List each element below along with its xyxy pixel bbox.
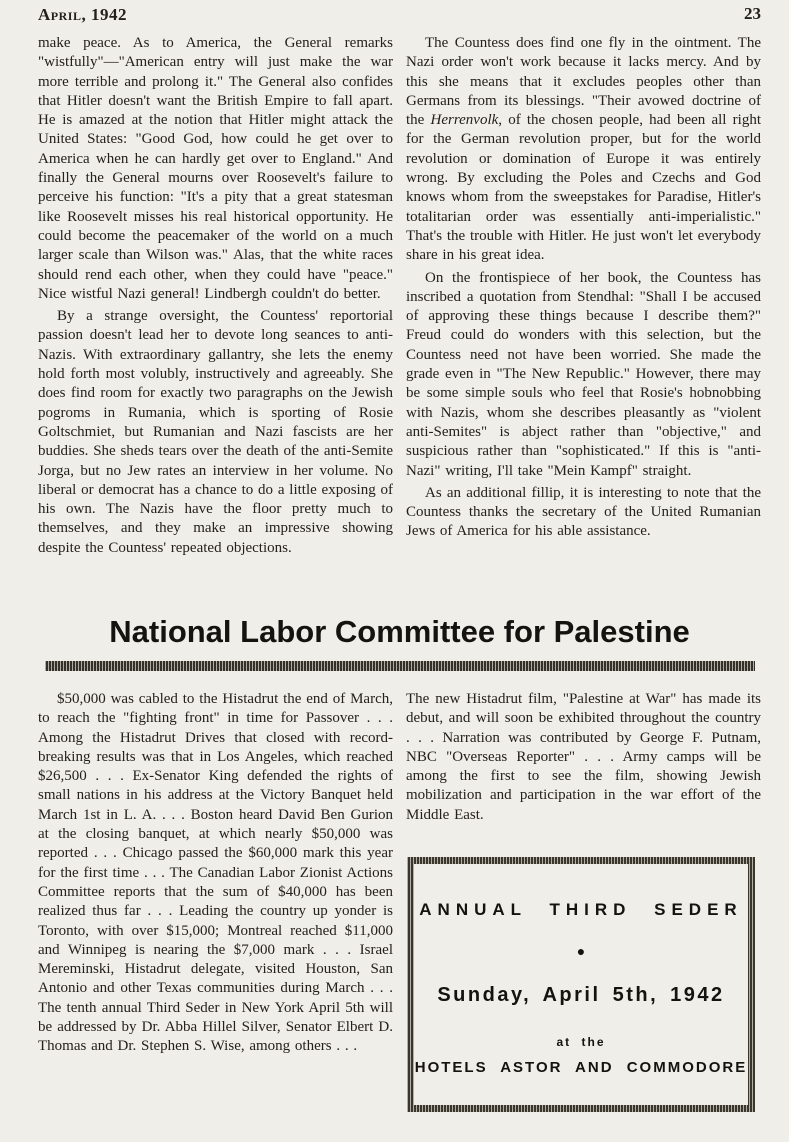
- article-paragraph: $50,000 was cabled to the Histadrut the end of March, to reach the "fighting front" in time for Passover . . . Among the Histadrut Drives that closed with record-breaking results was that in Los Angeles, which reached $26,500 . . . Ex-Senator King defended the rights of small nations in his address at the Victory Banquet held March 1st in L. A. . . . Boston heard David Ben Gurion at the closing banquet, at which nearly $50,000 was reported . . . Chicago passed the $60,000 mark this year for the first time . . . The Canadian Labor Zionist Actions Committee reports that the sum of $40,000 has been realized thus far . . . Leading the country up yonder is Toronto, with over $15,000; Montreal reached $11,000 and Winnipeg is nearing the $7,000 mark . . . Israel Mereminski, Histadrut delegate, visited Houston, San Antonio and other Texas communities during March . . . The tenth annual Third Seder in New York April 5th will be addressed by Dr. Abba Hillel Silver, Senator Elbert D. Thomas and Dr. Stephen S. Wise, among others . . .: [38, 691, 393, 1055]
- section-headline: National Labor Committee for Palestine: [109, 614, 690, 649]
- italic-term: Herrenvolk: [430, 112, 499, 129]
- article-paragraph: The new Histadrut film, "Palestine at War" has made its debut, and will soon be exhibited throughout the country . . . Narration was contributed by George F. Putnam, NBC "Overseas Reporter" . . . Army camps will be among the first to see the film, showing Jewish mobilization and participation in the war effort of the Middle East.: [406, 691, 761, 823]
- seder-ad-content: [414, 864, 748, 1105]
- article-paragraph: As an additional fillip, it is interesting to note that the Countess thanks the secretary of the United Rumanian Jews of America for his able assistance.: [406, 484, 761, 540]
- article-paragraph: [406, 34, 761, 266]
- seder-ad-box: [407, 857, 755, 1112]
- top-article: [38, 34, 761, 561]
- ad-venue: HOTELS ASTOR AND COMMODORE: [414, 1059, 748, 1076]
- article-paragraph: By a strange oversight, the Countess' reportorial passion doesn't lead her to devote long seances to anti-Nazis. With extraordinary gallantry, she lets the enemy hold forth most volubly, instructively and agreeably. She does find room for exactly two paragraphs on the Jewish pogroms in Rumania, which is sporting of Rosie Goltschmiet, but Rumanian and Nazi fascists are her buddies. She sheds tears over the death of the anti-Semite Jorga, but no Jew rates an interview in her volume. No liberal or democrat has a chance to do a little exposing of his own. The Nazis have the floor pretty much to themselves, and they make an impressive showing despite the Countess' repeated objections.: [38, 308, 393, 556]
- page-number: 23: [744, 4, 761, 23]
- article-paragraph: On the frontispiece of her book, the Countess has inscribed a quotation from Stendhal: "Shall I be accused of approving these things because I describe them?" Freud could do wonders with this selection, but the Countess need not have been worried. She made the grade even in "The New Republic." However, there may be some simple souls who feel that Rosie's hobnobbing with Nazis, whom she describes pleasantly as "violent anti-Semites" is abject rather than "objective," and suspicious rather than "sophisticated." If this is "anti-Nazi" writing, I'll take "Mein Kampf" straight.: [406, 269, 761, 479]
- paragraph-text: The Countess does find one fly in the ointment. The Nazi order won't work because it lacks mercy. And by this she means that it excludes peoples other than Germans from its blessings. "Their avowed doctrine of the: [406, 35, 761, 129]
- bottom-article-left-column: [38, 690, 393, 1060]
- ad-title: ANNUAL THIRD SEDER: [419, 900, 743, 919]
- top-article-right-column: [406, 34, 761, 561]
- bullet-icon: ●: [576, 943, 586, 959]
- headline-hatched-rule: [45, 661, 755, 671]
- paragraph-text: , of the chosen people, had been all right for the German revolution proper, but for the world revolution or domination of Europe it was entirely wrong. By excluding the Poles and Czechs and God knows whom from the sweepstakes for Paradise, Hitler's totalitarian order was essentially anti-imperialistic." That's the trouble with Hitler. He just won't let everybody share in his great idea.: [406, 112, 761, 264]
- ad-at-the: at the: [556, 1035, 606, 1049]
- issue-date: April, 1942: [38, 5, 127, 24]
- article-paragraph: make peace. As to America, the General remarks "wistfully"—"American entry will just make the war more terrible and prolong it." The General also confides that Hitler doesn't want the British Empire to fall apart. He is amazed at the notion that Hitler might attack the United States: "Good God, how could he get over to America when he can hardly get over to England." And finally the General mourns over Roosevelt's failure to perceive his function: "It's a pity that a great statesman like Roosevelt misses his real historical opportunity. He could become the peacemaker of the world on a much larger scale than Wilson was." Alas, that the white races should rend each other, when they could have "peace." Nice wistful Nazi general! Lindbergh couldn't do better.: [38, 35, 393, 302]
- ad-date: Sunday, April 5th, 1942: [437, 984, 725, 1006]
- top-article-left-column: [38, 34, 393, 561]
